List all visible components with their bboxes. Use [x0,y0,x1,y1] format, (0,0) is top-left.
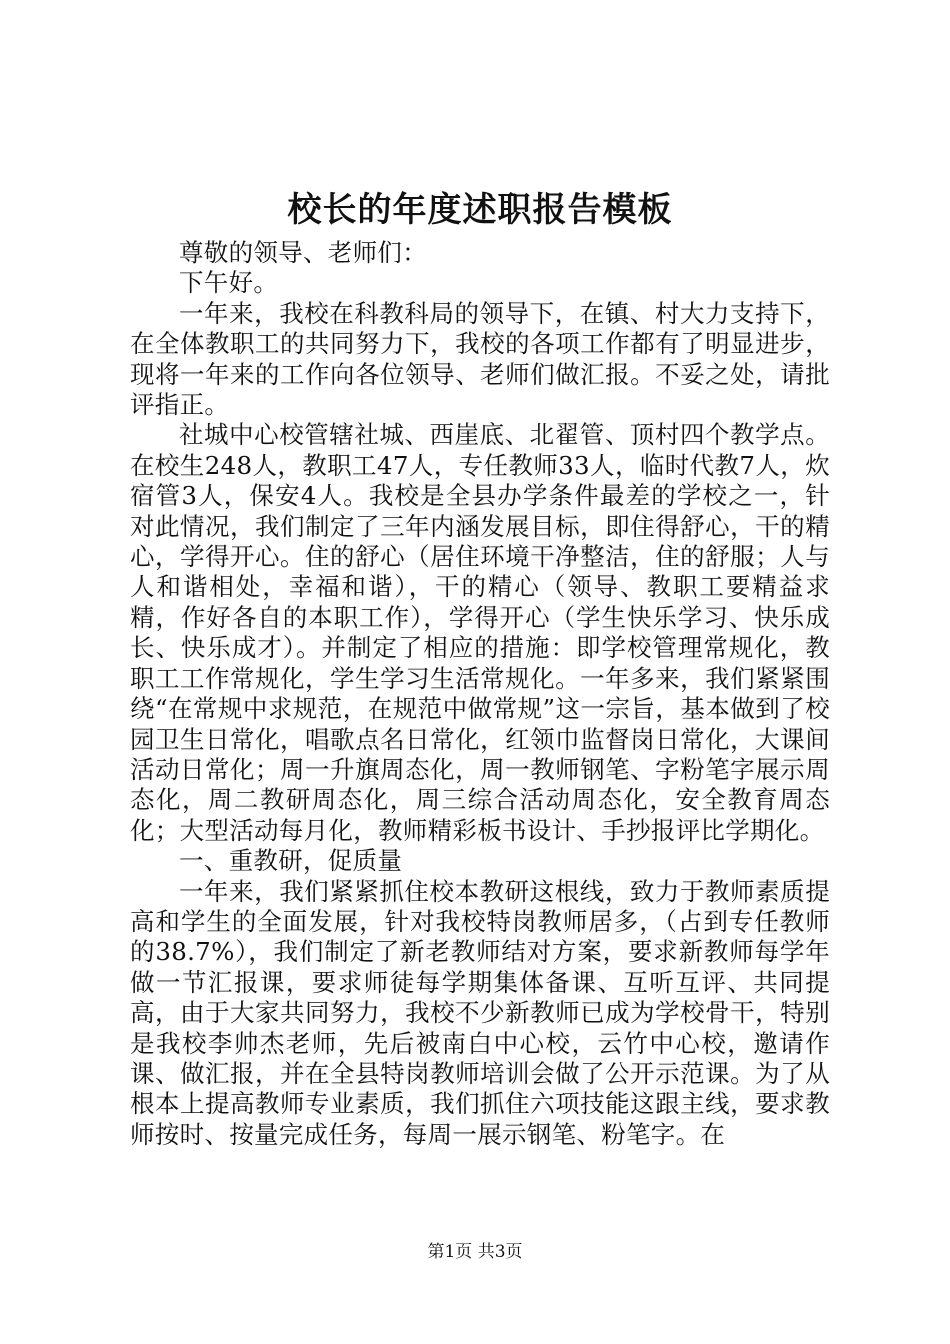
page-footer: 第1页 共3页 [427,1242,523,1262]
section-heading-teaching-research: 一、重教研，促质量 [179,846,403,876]
paragraph-teaching-research: 一年来，我们紧紧抓住校本教研这根线，致力于教师素质提高和学生的全面发展，针对我校特岗教师居多，（占到专任教师的38.7%），我们制定了新老教师结对方案，要求新教师每学年做一节汇报课，要求师徒每学期集体备课、互听互评、共同提高，由于大家共同努力，我校不少新教师已成为学校骨干，特别是我校李帅杰老师，先后被南白中心校，云竹中心校，邀请作课、做汇报，并在全县特岗教师培训会做了公开示范课。为了从根本上提高教师专业素质，我们抓住六项技能这跟主线，要求教师按时、按量完成任务，每周一展示钢笔、粉笔字。在 [130,876,830,1149]
paragraph-greeting: 下午好。 [179,268,279,298]
paragraph-intro: 一年来，我校在科教科局的领导下，在镇、村大力支持下，在全体教职工的共同努力下，我校的各项工作都有了明显进步，现将一年来的工作向各位领导、老师们做汇报。不妥之处，请批评指正。 [130,298,830,420]
document-page [130,188,830,1150]
paragraph-school-overview: 社城中心校管辖社城、西崖底、北翟管、顶村四个教学点。在校生248人，教职工47人，专任教师33人，临时代教7人，炊宿管3人，保安4人。我校是全县办学条件最差的学校之一，针对此情况，我们制定了三年内涵发展目标，即住得舒心，干的精心，学得开心。住的舒心（居住环境干净整洁，住的舒服；人与人和谐相处，幸福和谐），干的精心（领导、教职工要精益求精，作好各自的本职工作），学得开心（学生快乐学习、快乐成长、快乐成才）。并制定了相应的措施：即学校管理常规化，教职工工作常规化，学生学习生活常规化。一年多来，我们紧紧围绕“在常规中求规范，在规范中做常规”这一宗旨，基本做到了校园卫生日常化，唱歌点名日常化，红领巾监督岗日常化，大课间活动日常化；周一升旗周态化，周一教师钢笔、字粉笔字展示周态化，周二教研周态化，周三综合活动周态化，安全教育周态化；大型活动每月化，教师精彩板书设计、手抄报评比学期化。 [130,420,830,845]
paragraph-salutation: 尊敬的领导、老师们： [179,238,427,267]
document-title: 校长的年度述职报告模板 [287,190,673,230]
